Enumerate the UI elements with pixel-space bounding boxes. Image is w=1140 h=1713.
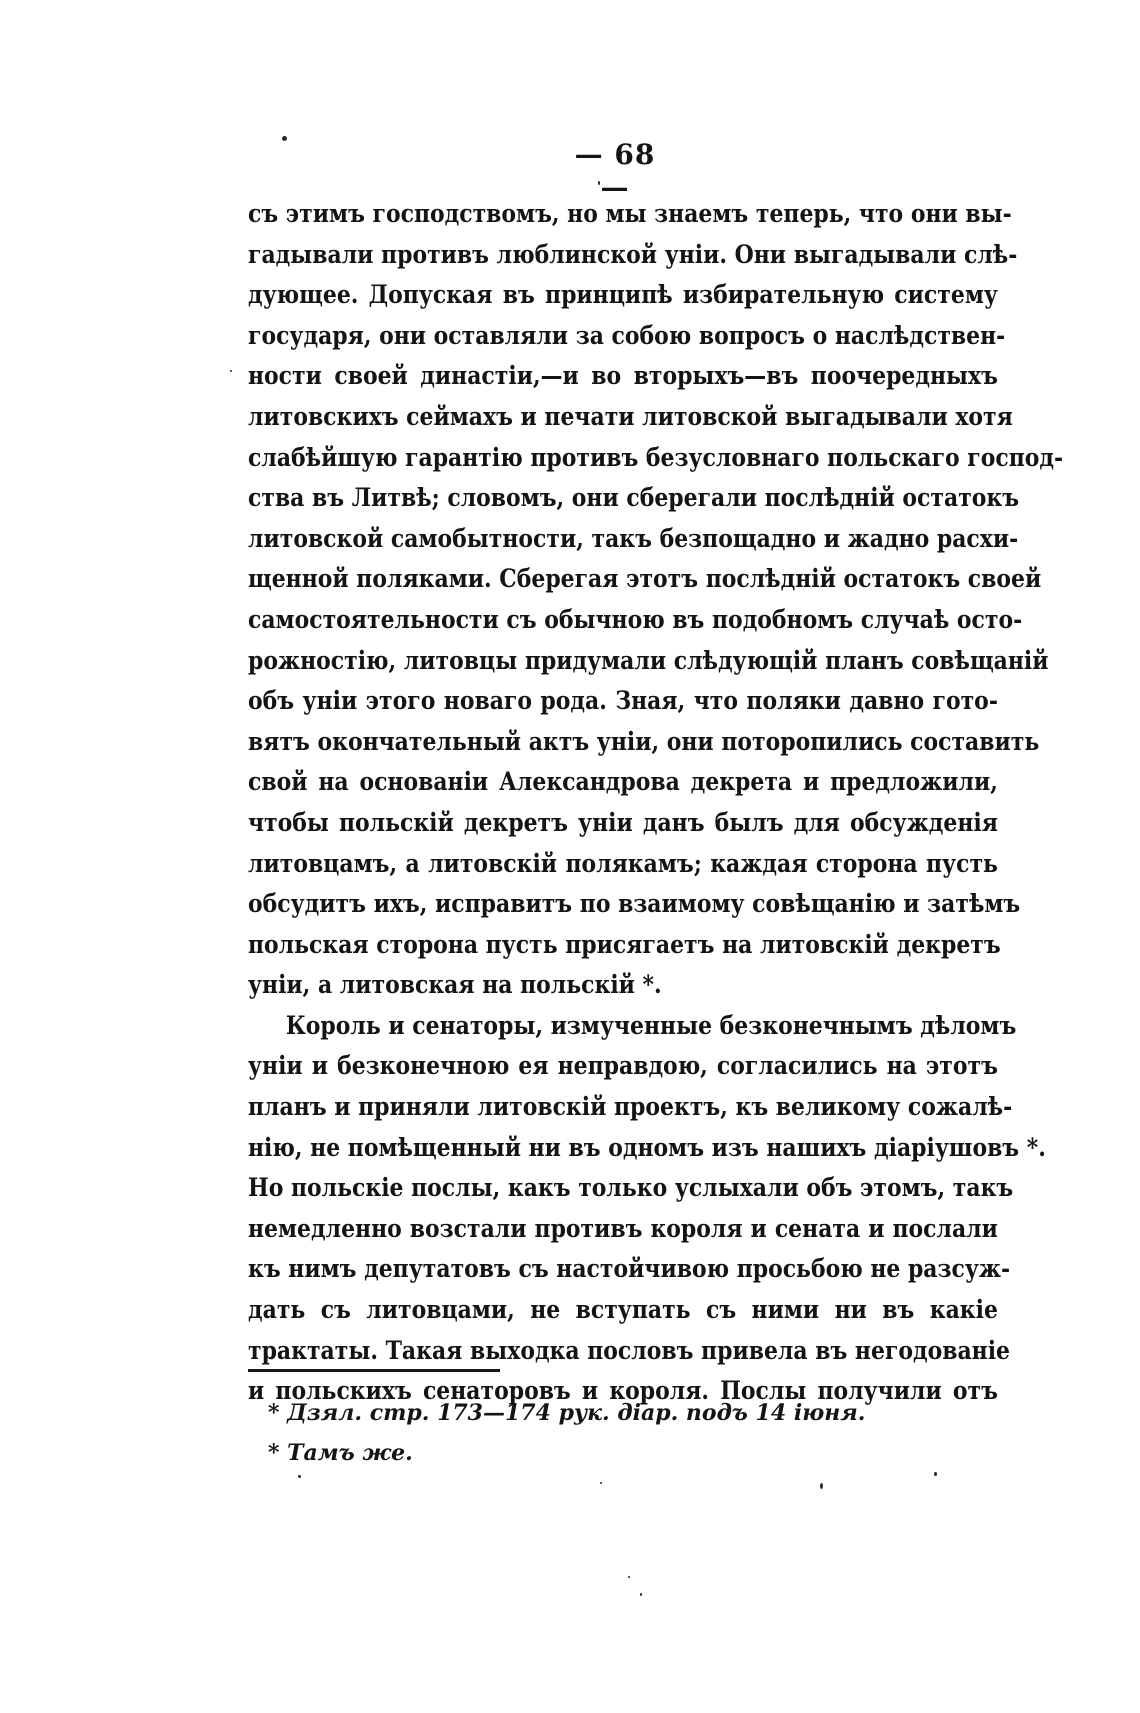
paragraph-start-line: Король и сенаторы, измученные безконечнымъ дѣломъ [285,1010,1017,1041]
footnote-divider [248,1369,500,1372]
text-line: свой на основаніи Александрова декрета и предложили, [248,767,998,798]
text-line: гадывали противъ люблинской уніи. Они выгадывали слѣ- [248,239,1018,270]
text-line: планъ и приняли литовскій проектъ, къ великому сожалѣ- [248,1092,1013,1123]
footnotes [268,1393,866,1473]
paragraph-end-line: уніи, а литовская на польскій *. [248,970,662,1001]
text-line: Но польскіе послы, какъ только услыхали объ этомъ, такъ [248,1173,1014,1204]
text-line: литовцамъ, а литовскій полякамъ; каждая сторона пусть [248,848,998,879]
scan-speck [640,1593,642,1596]
text-line: и польскихъ сенаторовъ и короля. Послы получили отъ [248,1376,998,1407]
text-line: обсудитъ ихъ, исправитъ по взаимому совѣщанію и затѣмъ [248,889,1021,920]
body-text [248,194,1064,1412]
scan-speck [230,370,232,372]
text-line: нію, не помѣщенный ни въ одномъ изъ нашихъ діаріушовъ *. [248,1132,1046,1163]
page-number: — 68 — [574,138,656,204]
text-line: трактаты. Такая выходка пословъ привела въ негодованіе [248,1335,1011,1366]
scan-speck [282,136,287,141]
text-line: ства въ Литвѣ; словомъ, они сберегали послѣдній остатокъ [248,483,1020,514]
scan-speck [298,1475,301,1478]
text-line: щенной поляками. Сберегая этотъ послѣдній остатокъ своей [248,564,1042,595]
footnote: * Дзял. стр. 173—174 рук. діар. подъ 14 іюня. [268,1400,866,1426]
scan-speck [598,181,600,185]
footnote: * Тамъ же. [268,1440,413,1466]
text-line: слабѣйшую гарантію противъ безусловнаго польскаго господ- [248,442,1064,473]
scan-speck [628,1576,630,1578]
text-line: литовской самобытности, такъ безпощадно и жадно расхи- [248,523,1019,554]
text-line: рожностію, литовцы придумали слѣдующій планъ совѣщаній [248,645,1049,676]
text-line: государя, они оставляли за собою вопросъ о наслѣдствен- [248,320,1006,351]
text-line: дать съ литовцами, не вступать съ ними ни въ какіе [248,1295,998,1326]
text-line: ности своей династіи,—и во вторыхъ—въ поочередныхъ [248,361,998,392]
scan-speck [820,1483,823,1489]
text-line: немедленно возстали противъ короля и сената и послали [248,1213,998,1244]
text-line: съ этимъ господствомъ, но мы знаемъ теперь, что они вы- [248,199,1012,229]
text-line: вятъ окончательный актъ уніи, они поторопились составить [248,726,1040,757]
scan-speck [934,1472,937,1476]
text-line: литовскихъ сеймахъ и печати литовской выгадывали хотя [248,401,1013,432]
text-line: самостоятельности съ обычною въ подобномъ случаѣ осто- [248,604,1023,635]
text-line: дующее. Допуская въ принципѣ избирательную систему [248,280,998,311]
text-line: къ нимъ депутатовъ съ настойчивою просьбою не разсуж- [248,1254,1011,1285]
text-line: польская сторона пусть присягаетъ на литовскій декретъ [248,929,1001,960]
text-line: объ уніи этого новаго рода. Зная, что поляки давно гото- [248,686,998,717]
scan-speck [600,1482,602,1484]
text-line: чтобы польскій декретъ уніи данъ былъ для обсужденія [248,807,998,838]
text-line: уніи и безконечною ея неправдою, согласились на этотъ [248,1051,998,1082]
